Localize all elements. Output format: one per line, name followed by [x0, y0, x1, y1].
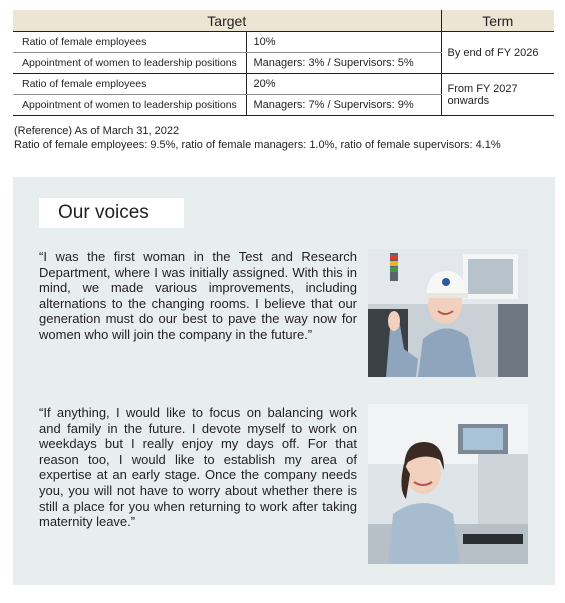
reference-line-1: (Reference) As of March 31, 2022: [14, 125, 180, 137]
voices-section: [13, 177, 555, 585]
row-value: 10%: [246, 32, 441, 53]
header-term: Term: [441, 10, 554, 32]
quote-2: “If anything, I would like to focus on balancing work and family in the future. I devote myself to work on weekdays but I really enjoy my days off. For that reason too, I would like to establish my area of expertise at an early stage. Once the company needs you, you will not have to worry about whether there is still a place for you when returning to work after taking maternity leave.”: [39, 405, 357, 530]
row-value: 20%: [246, 74, 441, 95]
reference-note: [14, 124, 559, 152]
term-cell: From FY 2027 onwards: [441, 74, 554, 116]
row-value: Managers: 3% / Supervisors: 5%: [246, 53, 441, 74]
photo-worker-helmet: [368, 249, 528, 377]
table-row: [13, 74, 554, 95]
row-label: Appointment of women to leadership positions: [13, 95, 246, 116]
row-label: Ratio of female employees: [13, 74, 246, 95]
quote-1: “I was the first woman in the Test and Research Department, where I was initially assigned. With this in mind, we made various improvements, including alternations to the changing rooms. I believe that our generation must do our best to pave the way now for women who will join the company in the future.”: [39, 249, 357, 342]
targets-table: [13, 10, 554, 116]
row-label: Appointment of women to leadership positions: [13, 53, 246, 74]
photo-worker-office: [368, 404, 528, 564]
table-row: [13, 32, 554, 53]
row-value: Managers: 7% / Supervisors: 9%: [246, 95, 441, 116]
reference-line-2: Ratio of female employees: 9.5%, ratio of female managers: 1.0%, ratio of female supervisors: 4.1%: [14, 139, 501, 151]
row-label: Ratio of female employees: [13, 32, 246, 53]
table-header-row: [13, 10, 554, 32]
header-target: Target: [13, 10, 441, 32]
voices-title: Our voices: [39, 198, 184, 228]
term-cell: By end of FY 2026: [441, 32, 554, 74]
